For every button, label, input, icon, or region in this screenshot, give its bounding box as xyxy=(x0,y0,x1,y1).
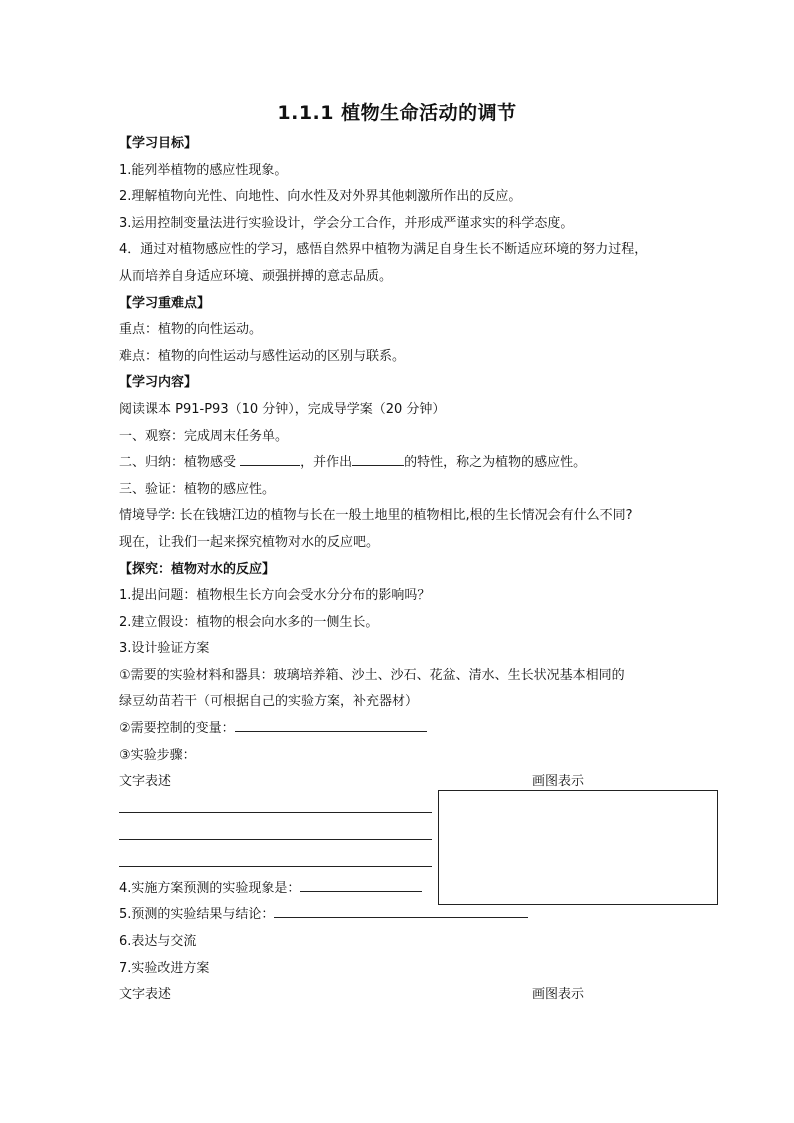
answer-line[interactable] xyxy=(119,812,432,813)
conclusion-line xyxy=(119,902,699,929)
summary-line xyxy=(119,450,699,477)
variable-blank[interactable] xyxy=(235,717,427,732)
summary-text-a: 二、归纳：植物感受 xyxy=(119,455,241,471)
question-7: 7.实验改进方案 xyxy=(119,960,210,976)
scenario-text: 现在，让我们一起来探究植物对水的反应吧。 xyxy=(119,534,380,550)
question-6: 6.表达与交流 xyxy=(119,934,197,950)
question-1: 1.提出问题：植物根生长方向会受水分分布的影响吗？ xyxy=(119,588,431,604)
goal-item: 4．通过对植物感应性的学习，感悟自然界中植物为满足自身生长不断适应环境的努力过程， xyxy=(119,242,648,258)
conclusion-label: 5.预测的实验结果与结论： xyxy=(119,907,275,923)
goals-heading: 【学习目标】 xyxy=(119,136,198,151)
conclusion-blank[interactable] xyxy=(274,903,528,918)
drawing-label-2: 画图表示 xyxy=(532,987,585,1003)
goal-item: 1.能列举植物的感应性现象。 xyxy=(119,162,288,178)
question-3: 3.设计验证方案 xyxy=(119,641,210,657)
steps-label: ③实验步骤： xyxy=(119,747,196,763)
summary-blank-1[interactable] xyxy=(240,451,300,466)
explore-heading: 【探究：植物对水的反应】 xyxy=(119,561,276,577)
answer-line[interactable] xyxy=(119,839,432,840)
prediction-label: 4.实施方案预测的实验现象是： xyxy=(119,880,301,896)
difficulty-text: 难点：植物的向性运动与感性运动的区别与联系。 xyxy=(119,348,406,364)
observe-text: 一、观察：完成周末任务单。 xyxy=(119,428,289,444)
summary-text-b: ，并作出 xyxy=(300,455,353,471)
verify-text: 三、验证：植物的感应性。 xyxy=(119,481,276,497)
goal-item: 从而培养自身适应环境、顽强拼搏的意志品质。 xyxy=(119,268,393,284)
scenario-text: 情境导学: 长在钱塘江边的植物与长在一般土地里的植物相比,根的生长情况会有什么不同? xyxy=(119,508,633,524)
materials-text: 绿豆幼苗若干（可根据自己的实验方案，补充器材） xyxy=(119,694,419,710)
goal-item: 3.运用控制变量法进行实验设计，学会分工合作，并形成严谨求实的科学态度。 xyxy=(119,215,574,231)
summary-blank-2[interactable] xyxy=(352,451,404,466)
text-description-label-2: 文字表述 xyxy=(119,987,172,1003)
prediction-blank[interactable] xyxy=(300,877,422,892)
materials-text: ①需要的实验材料和器具：玻璃培养箱、沙土、沙石、花盆、清水、生长状况基本相同的 xyxy=(119,667,625,683)
drawing-box[interactable] xyxy=(438,790,718,905)
goal-item: 2.理解植物向光性、向地性、向水性及对外界其他刺激所作出的反应。 xyxy=(119,189,522,205)
variable-line xyxy=(119,716,699,743)
reading-text: 阅读课本 P91-P93（10 分钟），完成导学案（20 分钟） xyxy=(119,401,446,417)
text-description-label: 文字表述 xyxy=(119,774,172,790)
summary-text-c: 的特性，称之为植物的感应性。 xyxy=(404,455,587,471)
key-points-heading: 【学习重难点】 xyxy=(119,295,211,311)
improve-labels-row xyxy=(119,982,699,1009)
question-2: 2.建立假设：植物的根会向水多的一侧生长。 xyxy=(119,614,379,630)
drawing-label: 画图表示 xyxy=(532,774,585,790)
answer-line[interactable] xyxy=(119,866,432,867)
focus-text: 重点：植物的向性运动。 xyxy=(119,322,263,338)
variable-label: ②需要控制的变量： xyxy=(119,721,235,737)
content-heading: 【学习内容】 xyxy=(119,375,198,391)
page-title: 1.1.1 植物生命活动的调节 xyxy=(277,102,517,124)
